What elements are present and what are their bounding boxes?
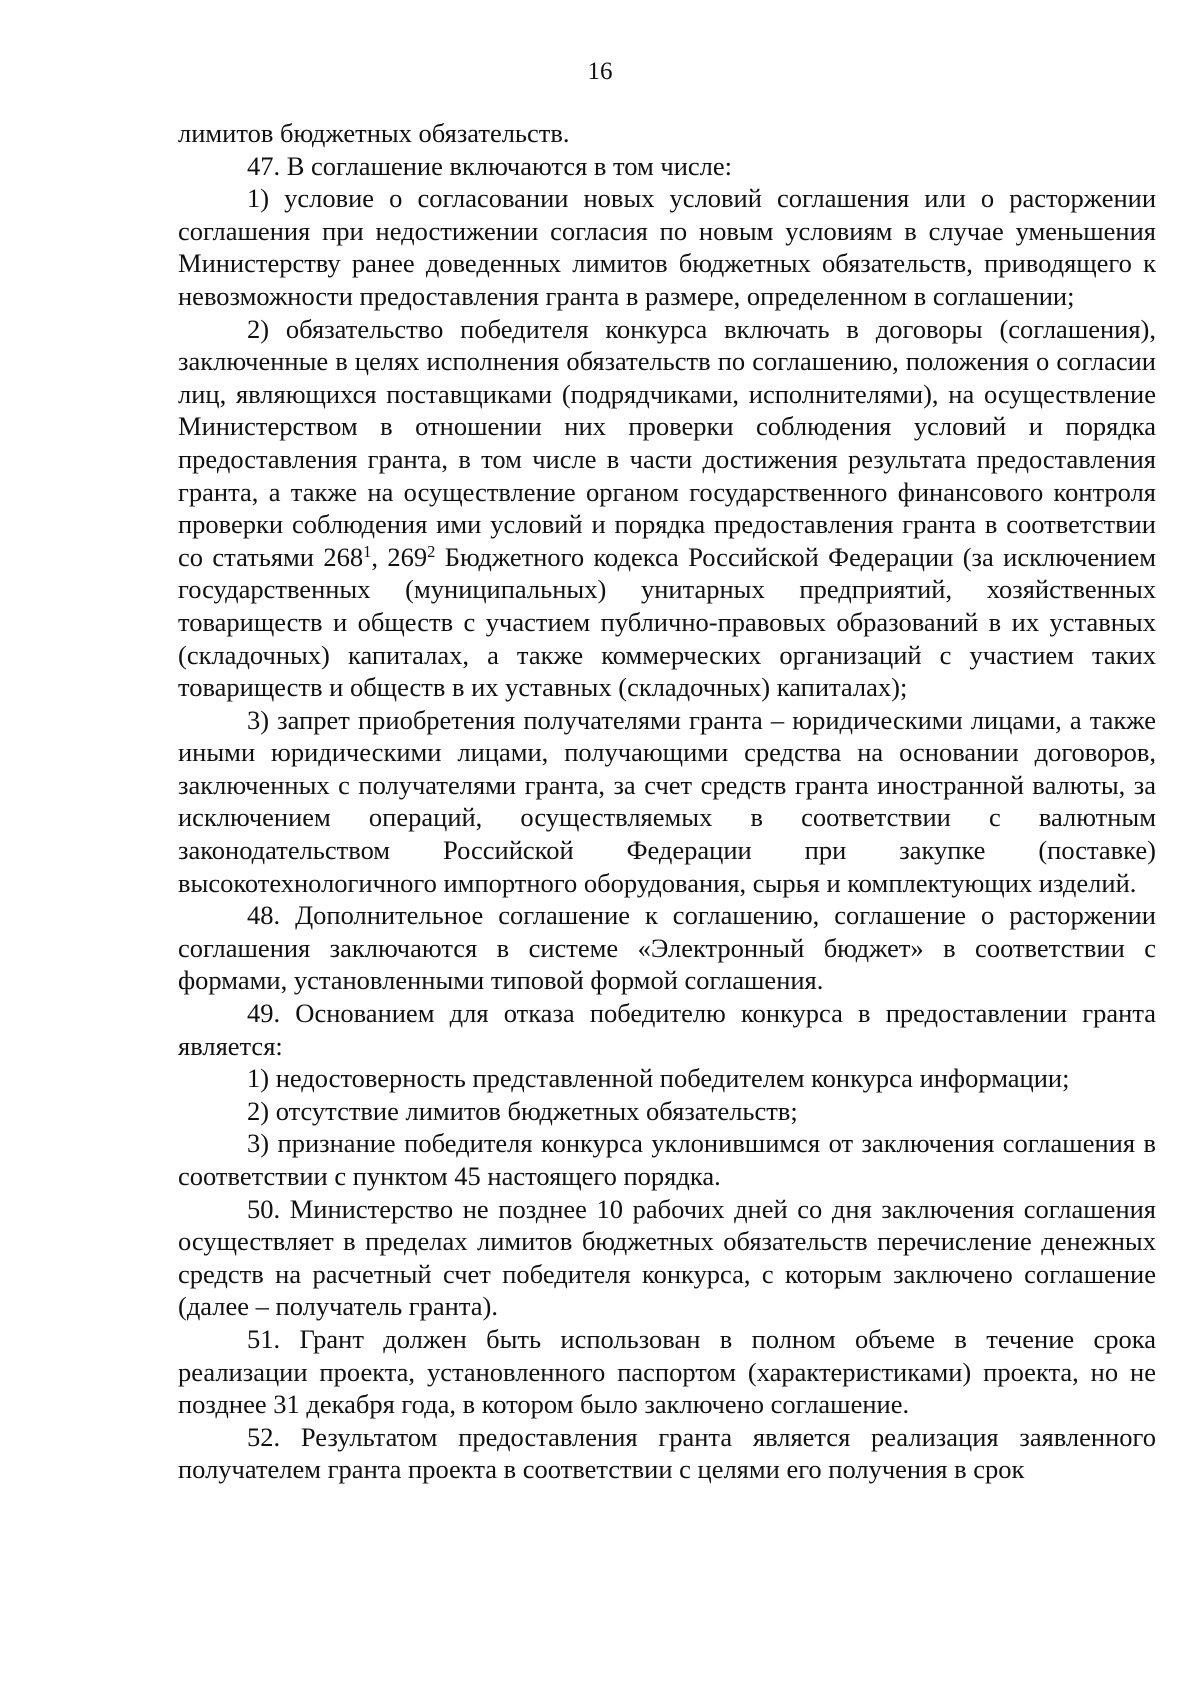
document-body — [178, 117, 1156, 1486]
clause-49-item-1: 1) недостоверность представленной победителем конкурса информации; — [247, 1063, 1070, 1094]
superscript-1: 1 — [363, 541, 372, 561]
superscript-2: 2 — [427, 541, 436, 561]
clause-48: 48. Дополнительное соглашение к соглашению, соглашение о расторжении соглашения заключаются в системе «Электронный бюджет» в соответствии с формами, установленными типовой формой соглашения. — [178, 900, 1156, 996]
clause-49: 49. Основанием для отказа победителю конкурса в предоставлении гранта является: — [178, 998, 1156, 1061]
clause-49-item-2: 2) отсутствие лимитов бюджетных обязательств; — [247, 1095, 798, 1126]
clause-52: 52. Результатом предоставления гранта является реализация заявленного получателем гранта проекта в соответствии с целями его получения в срок — [178, 1421, 1156, 1485]
clause-49-item-3: 3) признание победителя конкурса уклонившимся от заключения соглашения в соответствии с пунктом 45 настоящего порядка. — [178, 1128, 1156, 1191]
clause-47-item-3: 3) запрет приобретения получателями гранта – юридическими лицами, а также иными юридическими лицами, получающими средства на основании договоров, заключенных с получателями гранта, за счет средств гранта иностранной валюты, за исключением операций, осуществляемых в соответствии с валютным законодательством Российской Федерации при закупке (поставке) высокотехнологичного импортного оборудования, сырья и комплектующих изделий. — [178, 704, 1156, 898]
clause-51: 51. Грант должен быть использован в полном объеме в течение срока реализации проекта, установленного паспортом (характеристиками) проекта, но не позднее 31 декабря года, в котором было заключено соглашение. — [178, 1323, 1156, 1420]
clause-50: 50. Министерство не позднее 10 рабочих дней со дня заключения соглашения осуществляет в пределах лимитов бюджетных обязательств перечисление денежных средств на расчетный счет победителя конкурса, с которым заключено соглашение (далее – получатель гранта). — [178, 1193, 1156, 1322]
clause-47: 47. В соглашение включаются в том числе: — [247, 150, 733, 181]
clause-47-item-2 — [178, 313, 1156, 704]
page-number: 16 — [587, 58, 613, 85]
clause-47-item-1: 1) условие о согласовании новых условий соглашения или о расторжении соглашения при недостижении согласия по новым условиям в случае уменьшения Министерству ранее доведенных лимитов бюджетных обязательств, приводящего к невозможности предоставления гранта в размере, определенном в соглашении; — [178, 183, 1156, 311]
clause-47-item-2-text-b: , 269 — [371, 541, 428, 572]
paragraph-continuation: лимитов бюджетных обязательств. — [178, 118, 570, 148]
clause-47-item-2-text-c: Бюджетного кодекса Российской Федерации (за исключением государственных (муниципальных) унитарных предприятий, хозяйственных товариществ и обществ с участием публично-правовых образований в их уставных (складочных) капиталах, а также коммерческих организаций с участием таких товариществ и обществ в их уставных (складочных) капиталах); — [178, 541, 1156, 703]
clause-47-item-2-text-a: 2) обязательство победителя конкурса включать в договоры (соглашения), заключенные в целях исполнения обязательств по соглашению, положения о согласии лиц, являющихся поставщиками (подрядчиками, исполнителями), на осуществление Министерством в отношении них проверки соблюдения условий и порядка предоставления гранта, в том числе в части достижения результата предоставления гранта, а также на осуществление органом государственного финансового контроля проверки соблюдения ими условий и порядка предоставления гранта в соответствии со статьями 268 — [178, 313, 1156, 572]
